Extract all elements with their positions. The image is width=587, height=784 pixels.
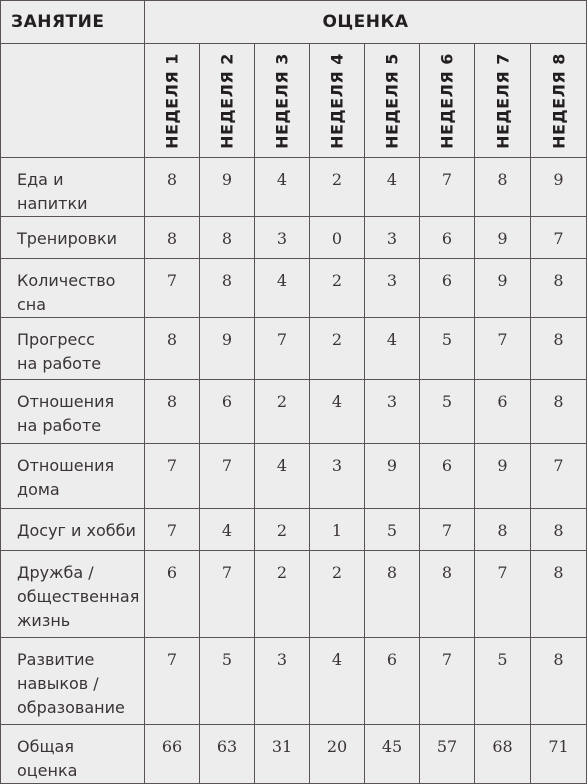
week-label: НЕДЕЛЯ 8 [549, 52, 568, 149]
score-cell: 4 [310, 638, 365, 725]
week-label: НЕДЕЛЯ 1 [162, 52, 182, 149]
score-cell: 8 [531, 259, 587, 318]
activity-label: Прогресс на работе [17, 330, 102, 373]
week-header-cell [255, 44, 310, 158]
activity-label: Отношения дома [17, 456, 115, 499]
score-cell: 1 [310, 509, 365, 551]
table-row [1, 509, 587, 551]
score-cell: 6 [475, 380, 531, 444]
score-cell: 3 [255, 638, 310, 725]
score-cell: 8 [365, 551, 420, 638]
score-cell: 9 [200, 158, 255, 217]
week-label: НЕДЕЛЯ 2 [217, 52, 237, 149]
activity-cell [1, 318, 145, 380]
score-cell: 20 [310, 725, 365, 784]
score-cell: 5 [420, 318, 475, 380]
score-cell: 63 [200, 725, 255, 784]
score-cell: 8 [145, 217, 200, 259]
week-header-cell [310, 44, 365, 158]
score-cell: 8 [531, 638, 587, 725]
score-cell: 8 [475, 509, 531, 551]
week-label: НЕДЕЛЯ 5 [382, 52, 402, 149]
score-cell: 6 [420, 217, 475, 259]
score-cell: 2 [310, 318, 365, 380]
table-row [1, 638, 587, 725]
score-cell: 8 [145, 380, 200, 444]
table-body [1, 158, 587, 784]
score-cell: 6 [145, 551, 200, 638]
score-cell: 8 [200, 217, 255, 259]
table-row [1, 259, 587, 318]
score-cell: 3 [365, 380, 420, 444]
activity-label: Досуг и хобби [17, 521, 136, 540]
score-cell: 5 [475, 638, 531, 725]
header-row [1, 1, 587, 44]
score-cell: 7 [475, 318, 531, 380]
table-row [1, 217, 587, 259]
activity-label: Количество сна [17, 271, 116, 314]
score-cell: 8 [420, 551, 475, 638]
week-header-cell [145, 44, 200, 158]
score-cell: 3 [310, 444, 365, 509]
score-cell: 8 [531, 509, 587, 551]
score-cell: 9 [475, 259, 531, 318]
week-header-cell [200, 44, 255, 158]
score-cell: 7 [145, 509, 200, 551]
score-cell: 6 [420, 259, 475, 318]
table-row [1, 551, 587, 638]
score-cell: 4 [365, 318, 420, 380]
score-cell: 7 [531, 444, 587, 509]
score-cell: 4 [255, 444, 310, 509]
week-header-cell [531, 44, 587, 158]
activity-cell [1, 158, 145, 217]
score-cell: 8 [531, 551, 587, 638]
score-cell: 8 [145, 318, 200, 380]
score-cell: 4 [310, 380, 365, 444]
activity-cell [1, 551, 145, 638]
table-row [1, 158, 587, 217]
activity-cell [1, 259, 145, 318]
score-cell: 2 [255, 509, 310, 551]
score-cell: 5 [420, 380, 475, 444]
score-cell: 9 [200, 318, 255, 380]
week-header-cell [420, 44, 475, 158]
score-cell: 7 [200, 551, 255, 638]
score-cell: 5 [200, 638, 255, 725]
score-cell: 31 [255, 725, 310, 784]
score-cell: 3 [365, 217, 420, 259]
week-header-cell [475, 44, 531, 158]
score-cell: 57 [420, 725, 475, 784]
score-cell: 8 [531, 380, 587, 444]
score-cell: 2 [310, 158, 365, 217]
activity-label: Отношения на работе [17, 392, 115, 435]
score-cell: 2 [310, 259, 365, 318]
score-cell: 4 [255, 259, 310, 318]
activity-cell [1, 444, 145, 509]
score-cell: 4 [200, 509, 255, 551]
score-cell: 7 [475, 551, 531, 638]
table-row [1, 380, 587, 444]
score-cell: 8 [200, 259, 255, 318]
score-cell: 68 [475, 725, 531, 784]
activity-cell [1, 725, 145, 784]
activity-label: Общая оценка [17, 737, 78, 780]
score-cell: 5 [365, 509, 420, 551]
week-label: НЕДЕЛЯ 6 [437, 52, 457, 149]
score-cell: 6 [200, 380, 255, 444]
week-label: НЕДЕЛЯ 4 [327, 52, 347, 149]
table-row [1, 444, 587, 509]
activity-cell [1, 380, 145, 444]
score-cell: 7 [145, 444, 200, 509]
activity-label: Дружба / общественная жизнь [17, 563, 140, 630]
score-cell: 7 [200, 444, 255, 509]
week-label: НЕДЕЛЯ 7 [493, 52, 512, 149]
score-cell: 2 [255, 551, 310, 638]
score-cell: 45 [365, 725, 420, 784]
activity-cell [1, 217, 145, 259]
score-cell: 9 [365, 444, 420, 509]
rating-column-header: ОЦЕНКА [145, 1, 587, 44]
activity-cell [1, 638, 145, 725]
activity-cell [1, 509, 145, 551]
score-cell: 3 [255, 217, 310, 259]
score-cell: 2 [310, 551, 365, 638]
score-cell: 9 [475, 217, 531, 259]
table-row [1, 318, 587, 380]
score-cell: 8 [145, 158, 200, 217]
score-cell: 6 [365, 638, 420, 725]
week-label: НЕДЕЛЯ 3 [272, 52, 292, 149]
score-cell: 7 [145, 638, 200, 725]
weeks-header-row [1, 44, 587, 158]
score-cell: 6 [420, 444, 475, 509]
score-cell: 4 [255, 158, 310, 217]
score-cell: 9 [475, 444, 531, 509]
activity-label: Тренировки [17, 229, 118, 248]
activity-label: Еда и напитки [17, 170, 88, 213]
score-cell: 7 [420, 509, 475, 551]
score-cell: 0 [310, 217, 365, 259]
score-cell: 7 [531, 217, 587, 259]
score-cell: 3 [365, 259, 420, 318]
score-cell: 7 [255, 318, 310, 380]
score-cell: 7 [145, 259, 200, 318]
activity-label: Развитие навыков / образование [17, 650, 125, 717]
total-row [1, 725, 587, 784]
score-cell: 4 [365, 158, 420, 217]
week-header-cell [365, 44, 420, 158]
score-cell: 9 [531, 158, 587, 217]
score-cell: 2 [255, 380, 310, 444]
score-cell: 8 [475, 158, 531, 217]
score-cell: 7 [420, 638, 475, 725]
score-cell: 7 [420, 158, 475, 217]
score-cell: 71 [531, 725, 587, 784]
score-cell: 66 [145, 725, 200, 784]
score-cell: 8 [531, 318, 587, 380]
empty-corner-cell [1, 44, 145, 158]
activity-column-header: ЗАНЯТИЕ [1, 1, 145, 44]
